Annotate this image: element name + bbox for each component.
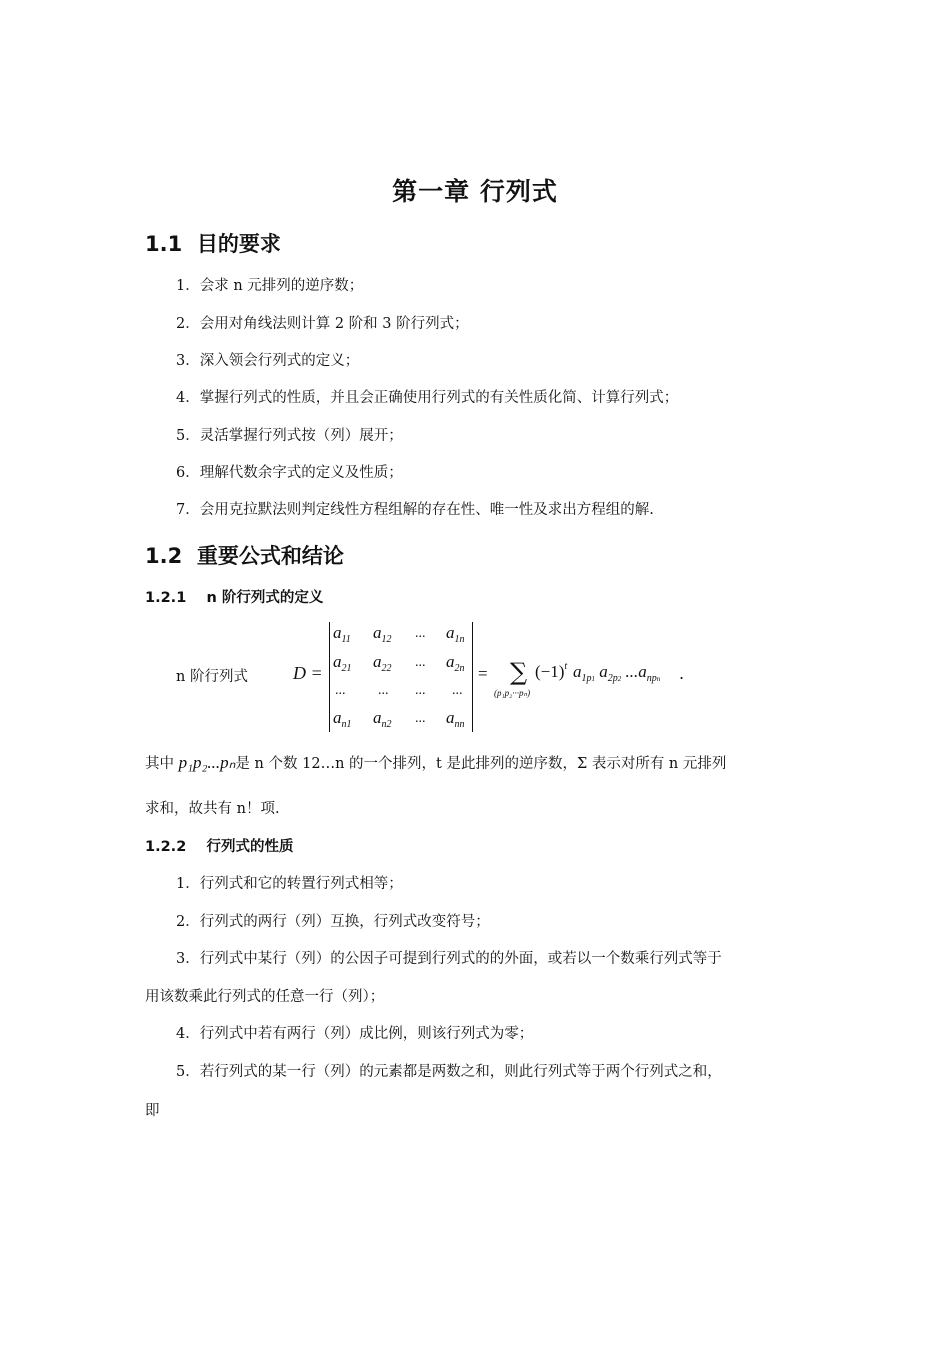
matrix-cell-dots: ... xyxy=(415,626,426,641)
matrix-cell-dots: ... xyxy=(378,683,389,698)
matrix-cell-dots: ... xyxy=(452,683,463,698)
property-item: 4．行列式中若有两行（列）成比例，则该行列式为零； xyxy=(176,1026,534,1042)
subsection-title: n 阶行列式的定义 xyxy=(206,590,324,606)
requirement-item: 7．会用克拉默法则判定线性方程组解的存在性、唯一性及求出方程组的解. xyxy=(176,502,654,518)
matrix-cell-a11: $a_{11}$ xyxy=(333,623,351,645)
matrix-cell-ann: $a_{nn}$ xyxy=(446,708,465,730)
sign-factor xyxy=(535,662,567,682)
matrix-cell-dots: ... xyxy=(415,711,426,726)
section-1-1-heading xyxy=(145,228,281,258)
requirement-item: 1．会求 n 元排列的逆序数； xyxy=(176,278,364,294)
section-title: 目的要求 xyxy=(196,232,281,256)
formula-period: . xyxy=(679,664,685,683)
property-item-continuation: 即 xyxy=(145,1103,160,1119)
section-number: 1.2 xyxy=(145,544,183,568)
permutation-symbol: p₁p₂...pₙ xyxy=(178,753,236,772)
determinant-left-bar xyxy=(329,622,330,732)
matrix-cell-a22: $a_{22}$ xyxy=(373,652,392,674)
matrix-cell-a1n: $a_{1n}$ xyxy=(446,623,465,645)
determinant-label: n 阶行列式 xyxy=(176,669,248,685)
matrix-cell-a21: $a_{21}$ xyxy=(333,652,352,674)
subsection-number: 1.2.1 xyxy=(145,590,187,606)
determinant-right-bar xyxy=(472,622,473,732)
requirement-item: 6．理解代数余字式的定义及性质； xyxy=(176,465,403,481)
matrix-cell-dots: ... xyxy=(415,683,426,698)
summation-index: (p₁p₂···pₙ) xyxy=(494,688,531,698)
section-number: 1.1 xyxy=(145,232,183,256)
requirement-item: 5．灵活掌握行列式按（列）展开； xyxy=(176,428,403,444)
property-item: 3．行列式中某行（列）的公因子可提到行列式的的外面，或若以一个数乘行列式等于 xyxy=(176,951,722,967)
subsection-title: 行列式的性质 xyxy=(206,839,294,855)
subsection-number: 1.2.2 xyxy=(145,839,187,855)
sign-base: (−1) xyxy=(535,662,565,681)
requirement-item: 4．掌握行列式的性质，并且会正确使用行列式的有关性质化简、计算行列式； xyxy=(176,390,679,406)
definition-line-1 xyxy=(145,752,726,773)
definition-line-2: 求和，故共有 n！项. xyxy=(145,801,280,817)
property-item: 1．行列式和它的转置行列式相等； xyxy=(176,876,403,892)
property-item: 2．行列式的两行（列）互换，行列式改变符号； xyxy=(176,914,490,930)
matrix-cell-dots: ... xyxy=(335,683,346,698)
subsection-1-2-1-heading xyxy=(145,586,323,607)
summation-symbol: ∑ xyxy=(510,658,528,686)
section-1-2-heading xyxy=(145,540,344,570)
formula-lhs: D = xyxy=(293,663,323,683)
definition-rest: 是 n 个数 12…n 的一个排列，t 是此排列的逆序数，Σ 表示对所有 n 元排列 xyxy=(235,756,727,772)
property-item: 5．若行列式的某一行（列）的元素都是两数之和，则此行列式等于两个行列式之和， xyxy=(176,1064,722,1080)
matrix-cell-an1: $a_{n1}$ xyxy=(333,708,352,730)
section-title: 重要公式和结论 xyxy=(196,544,344,568)
matrix-cell-a2n: $a_{2n}$ xyxy=(446,652,465,674)
subsection-1-2-2-heading xyxy=(145,835,294,856)
product-term: $a_{1p1}$ $a_{2p2}$ $...a_{npn}$ xyxy=(573,662,661,684)
formula-equals: = xyxy=(478,664,488,683)
matrix-cell-dots: ... xyxy=(415,655,426,670)
sign-exponent: t xyxy=(564,661,568,672)
chapter-title: 第一章 行列式 xyxy=(392,177,558,206)
requirement-item: 3．深入领会行列式的定义； xyxy=(176,353,360,369)
requirement-item: 2．会用对角线法则计算 2 阶和 3 阶行列式； xyxy=(176,316,469,332)
property-item-continuation: 用该数乘此行列式的任意一行（列）； xyxy=(145,989,385,1005)
matrix-cell-an2: $a_{n2}$ xyxy=(373,708,392,730)
matrix-cell-a12: $a_{12}$ xyxy=(373,623,392,645)
definition-prefix: 其中 xyxy=(145,756,174,772)
